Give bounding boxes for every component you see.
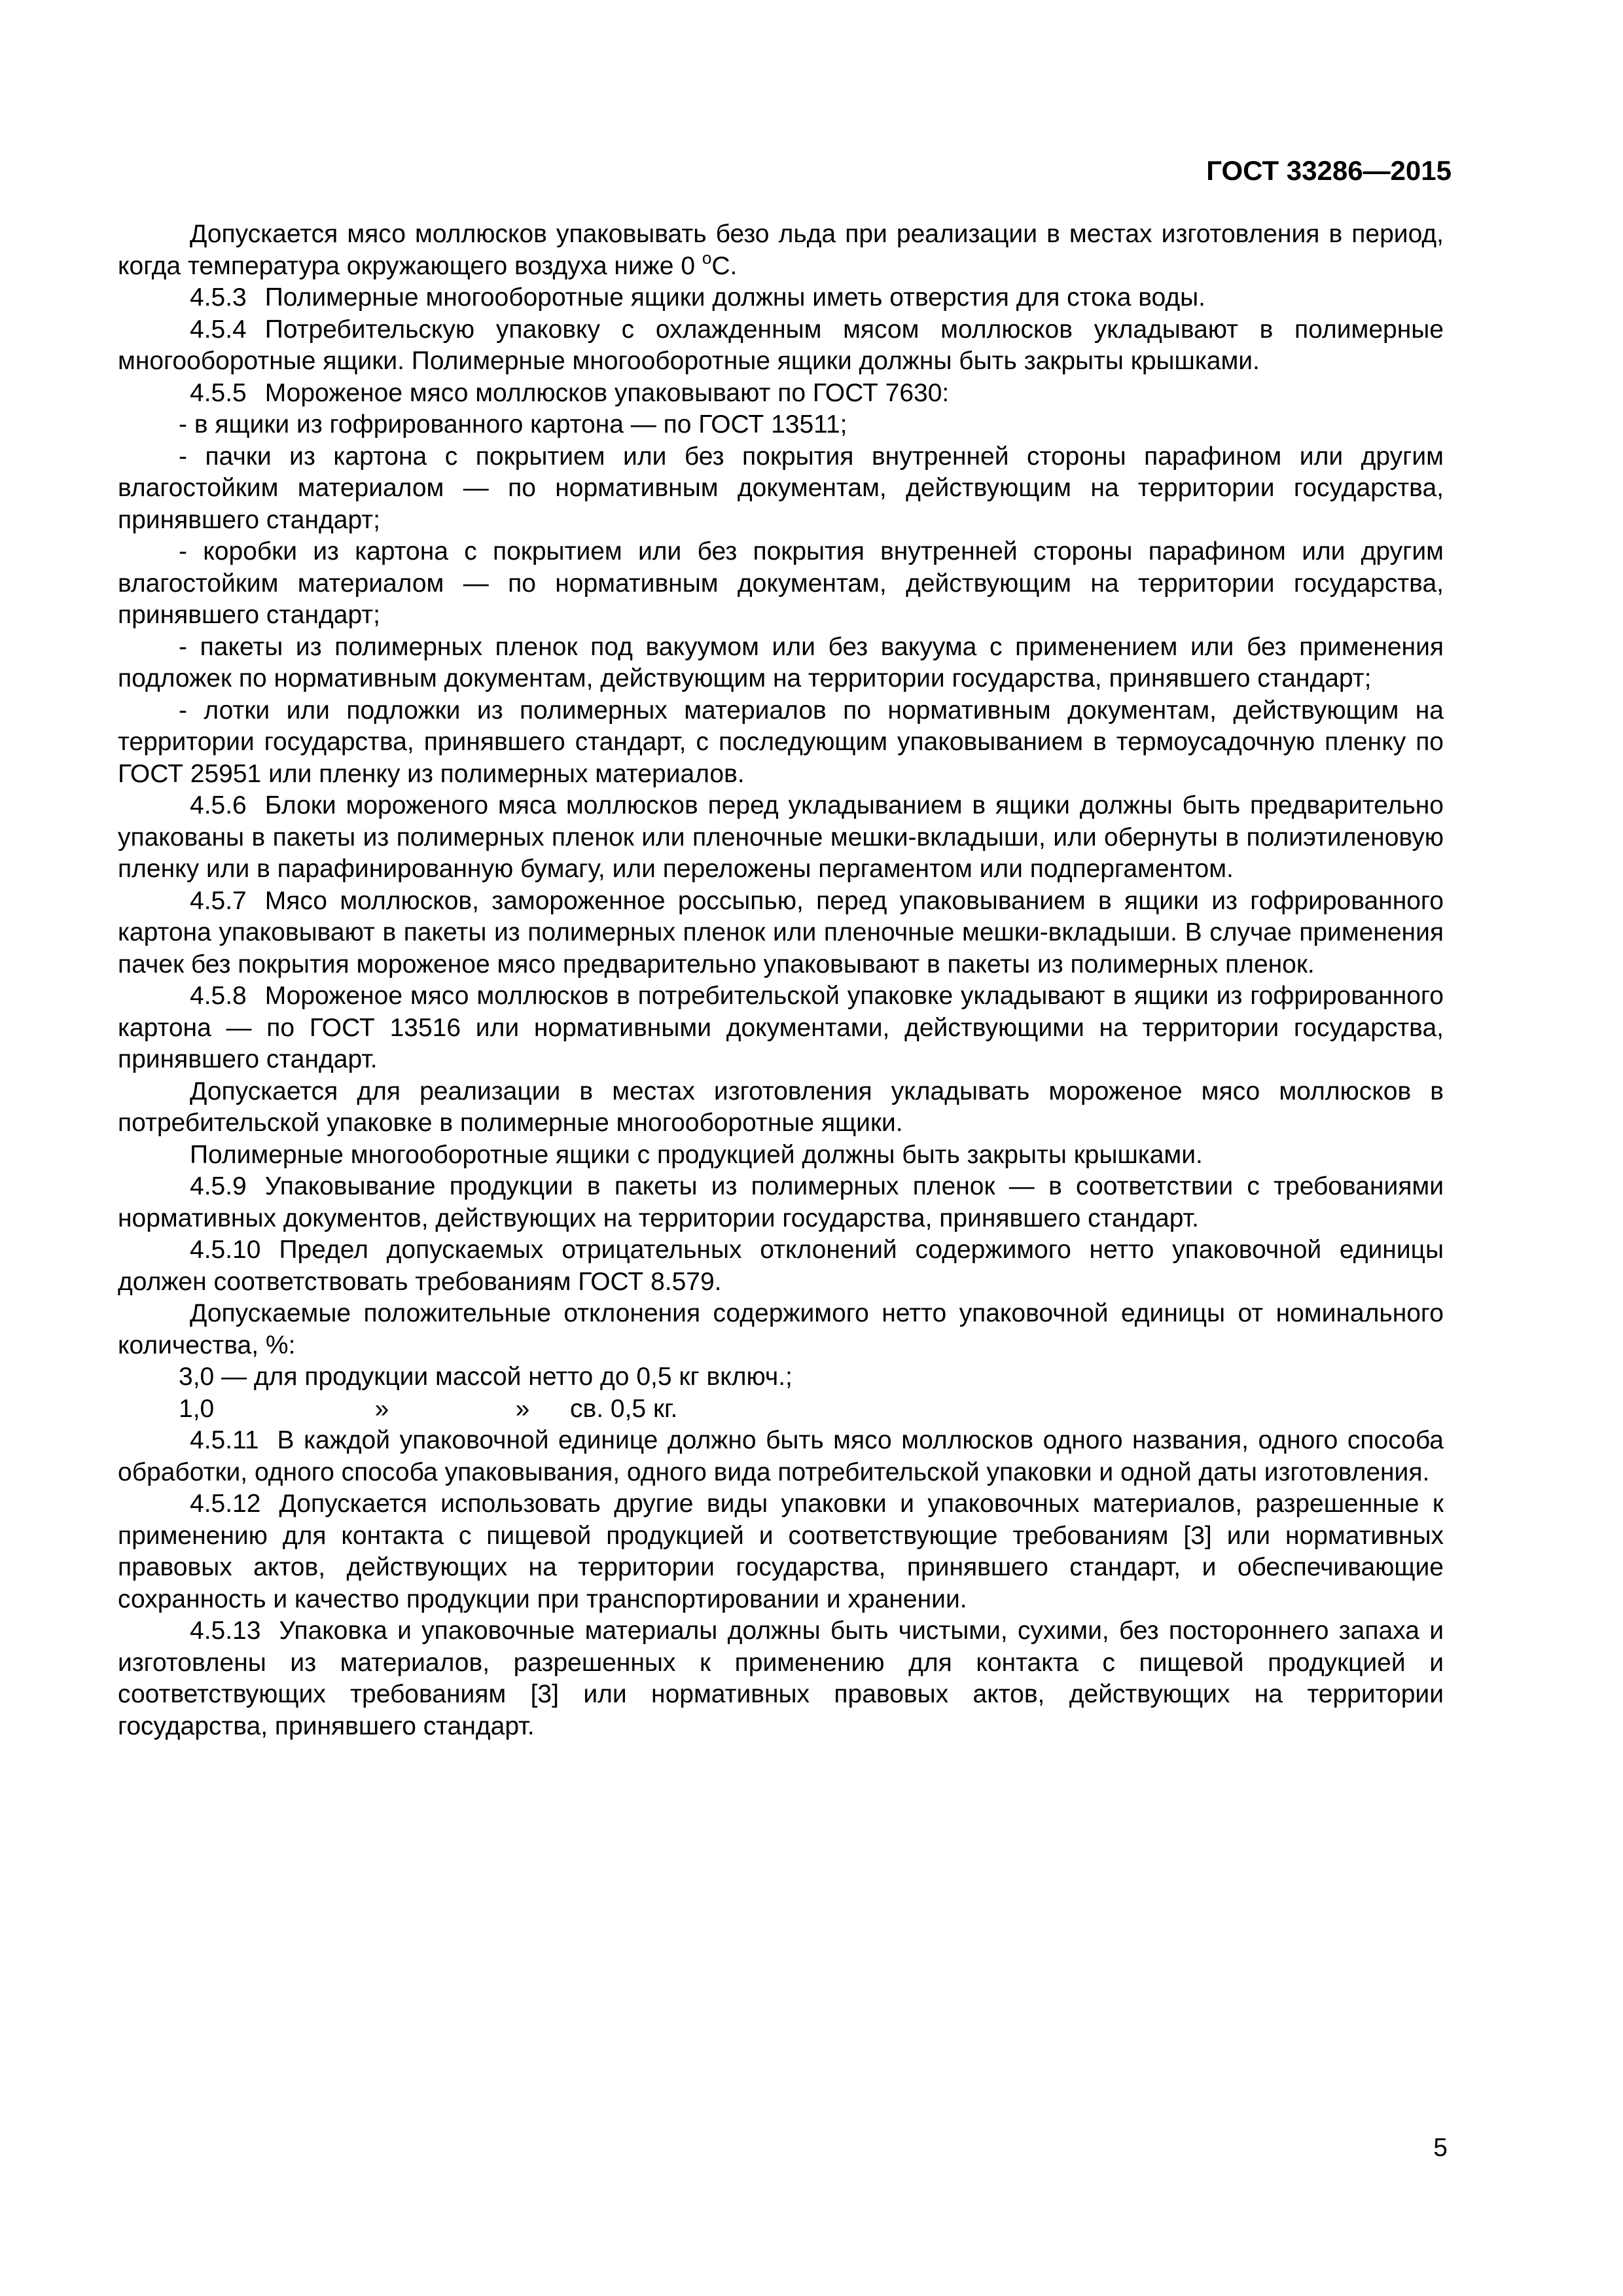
clause-text: Упаковка и упаковочные материалы должны быть чистыми, сухими, без постороннего запаха и изготовлены из материалов, разрешенных к применению для контакта с пищевой продукцией и соответствующих требованиям [3] или нормативных правовых актов, действующих на территории государства, принявшего стандарт. [118, 1617, 1444, 1740]
paragraph-text-tail: С. [711, 251, 738, 280]
clause-4-5-4 [118, 314, 1444, 378]
tolerance-line-2 [118, 1393, 1444, 1426]
document-id: ГОСТ 33286—2015 [1206, 155, 1452, 186]
clause-4-5-11 [118, 1425, 1444, 1488]
clause-number: 4.5.9 [190, 1172, 247, 1200]
clause-4-5-13 [118, 1615, 1444, 1742]
clause-number: 4.5.8 [190, 982, 247, 1010]
list-item-bags: - пакеты из полимерных пленок под вакуумом или без вакуума с применением или без применения подложек по нормативным документам, действующим на территории государства, принявшего стандарт; [118, 632, 1444, 692]
clause-text: В каждой упаковочной единице должно быть мясо моллюсков одного названия, одного способа обработки, одного способа упаковывания, одного вида потребительской упаковки и одной даты изготовления. [118, 1426, 1444, 1486]
ditto-mark: » [515, 1394, 530, 1423]
clause-text: Полимерные многооборотные ящики должны иметь отверстия для стока воды. [264, 283, 1205, 312]
clause-number: 4.5.4 [190, 315, 247, 344]
list-item-boxes: - в ящики из гофрированного картона — по ГОСТ 13511; [179, 410, 847, 439]
clause-number: 4.5.7 [190, 886, 247, 915]
clause-text: Потребительскую упаковку с охлажденным мясом моллюсков укладывают в полимерные многооборотные ящики. Полимерные многооборотные ящики должны быть закрыты крышками. [118, 315, 1444, 375]
clause-number: 4.5.5 [190, 378, 247, 407]
paragraph-text: Допускается мясо моллюсков упаковывать безо льда при реализации в местах изготовления в период, когда температура окружающего воздуха ниже 0 [118, 220, 1444, 280]
clause-4-5-9 [118, 1171, 1444, 1234]
list-item-trays: - лотки или подложки из полимерных материалов по нормативным документам, действующим на территории государства, принявшего стандарт, с последующим упаковыванием в термоусадочную пленку по ГОСТ 25951 или пленку из полимерных материалов. [118, 696, 1444, 788]
clause-4-5-10 [118, 1234, 1444, 1298]
document-body [118, 219, 1444, 1742]
paragraph-positive-deviations: Допускаемые положительные отклонения содержимого нетто упаковочной единицы от номинального количества, %: [118, 1299, 1444, 1359]
clause-text: Мороженое мясо моллюсков упаковывают по ГОСТ 7630: [264, 378, 950, 407]
tolerance-condition: св. 0,5 кг. [570, 1394, 678, 1423]
ditto-mark: » [374, 1394, 389, 1423]
clause-number: 4.5.3 [190, 283, 247, 312]
clause-text: Упаковывание продукции в пакеты из полимерных пленок — в соответствии с требованиями нормативных документов, действующих на территории государства, принявшего стандарт. [118, 1172, 1444, 1232]
clause-number: 4.5.13 [190, 1617, 261, 1645]
clause-text: Предел допускаемых отрицательных отклонений содержимого нетто упаковочной единицы должен соответствовать требованиям ГОСТ 8.579. [118, 1236, 1444, 1296]
tolerance-line-1 [118, 1361, 1444, 1393]
clause-number: 4.5.11 [190, 1426, 259, 1454]
degree-sign: о [702, 247, 712, 268]
clause-text: Блоки мороженого мяса моллюсков перед укладыванием в ящики должны быть предварительно упакованы в пакеты из полимерных пленок или пленочные мешки-вкладыши, или обернуты в полиэтиленовую пленку или в парафинированную бумагу, или переложены пергаментом или подпергаментом. [118, 791, 1444, 883]
paragraph-retail-allowed: Допускается для реализации в местах изготовления укладывать мороженое мясо моллюсков в потребительской упаковке в полимерные многооборотные ящики. [118, 1077, 1444, 1137]
list-item-cartons: - коробки из картона с покрытием или без покрытия внутренней стороны парафином или другим влагостойким материалом — по нормативным документам, действующим на территории государства, принявшего стандарт; [118, 537, 1444, 629]
clause-number: 4.5.12 [190, 1490, 261, 1518]
clause-4-5-12 [118, 1488, 1444, 1615]
paragraph-ice-free [118, 219, 1444, 282]
clause-4-5-5 [118, 378, 1444, 410]
clause-text: Мороженое мясо моллюсков в потребительской упаковке укладывают в ящики из гофрированного картона — по ГОСТ 13516 или нормативными документами, действующими на территории государства, принявшего стандарт. [118, 982, 1444, 1073]
tolerance-text: 3,0 — для продукции массой нетто до 0,5 кг включ.; [179, 1363, 793, 1391]
clause-4-5-8 [118, 980, 1444, 1076]
list-item-packs: - пачки из картона с покрытием или без покрытия внутренней стороны парафином или другим влагостойким материалом — по нормативным документам, действующим на территории государства, принявшего стандарт; [118, 442, 1444, 534]
paragraph-lids: Полимерные многооборотные ящики с продукцией должны быть закрыты крышками. [190, 1140, 1203, 1169]
clause-number: 4.5.10 [190, 1236, 261, 1264]
clause-number: 4.5.6 [190, 791, 247, 819]
clause-4-5-3 [118, 282, 1444, 314]
clause-text: Мясо моллюсков, замороженное россыпью, перед упаковыванием в ящики из гофрированного картона упаковывают в пакеты из полимерных пленок или пленочные мешки-вкладыши. В случае применения пачек без покрытия мороженое мясо предварительно упаковывают в пакеты из полимерных пленок. [118, 886, 1444, 978]
clause-4-5-7 [118, 886, 1444, 981]
tolerance-value: 1,0 [179, 1394, 215, 1423]
clause-text: Допускается использовать другие виды упаковки и упаковочных материалов, разрешенные к применению для контакта с пищевой продукцией и соответствующие требованиям [3] или нормативных правовых актов, действующих на территории государства, принявшего стандарт, и обеспечивающие сохранность и качество продукции при транспортировании и хранении. [118, 1490, 1444, 1613]
page-number: 5 [1433, 2134, 1448, 2162]
clause-4-5-6 [118, 790, 1444, 886]
